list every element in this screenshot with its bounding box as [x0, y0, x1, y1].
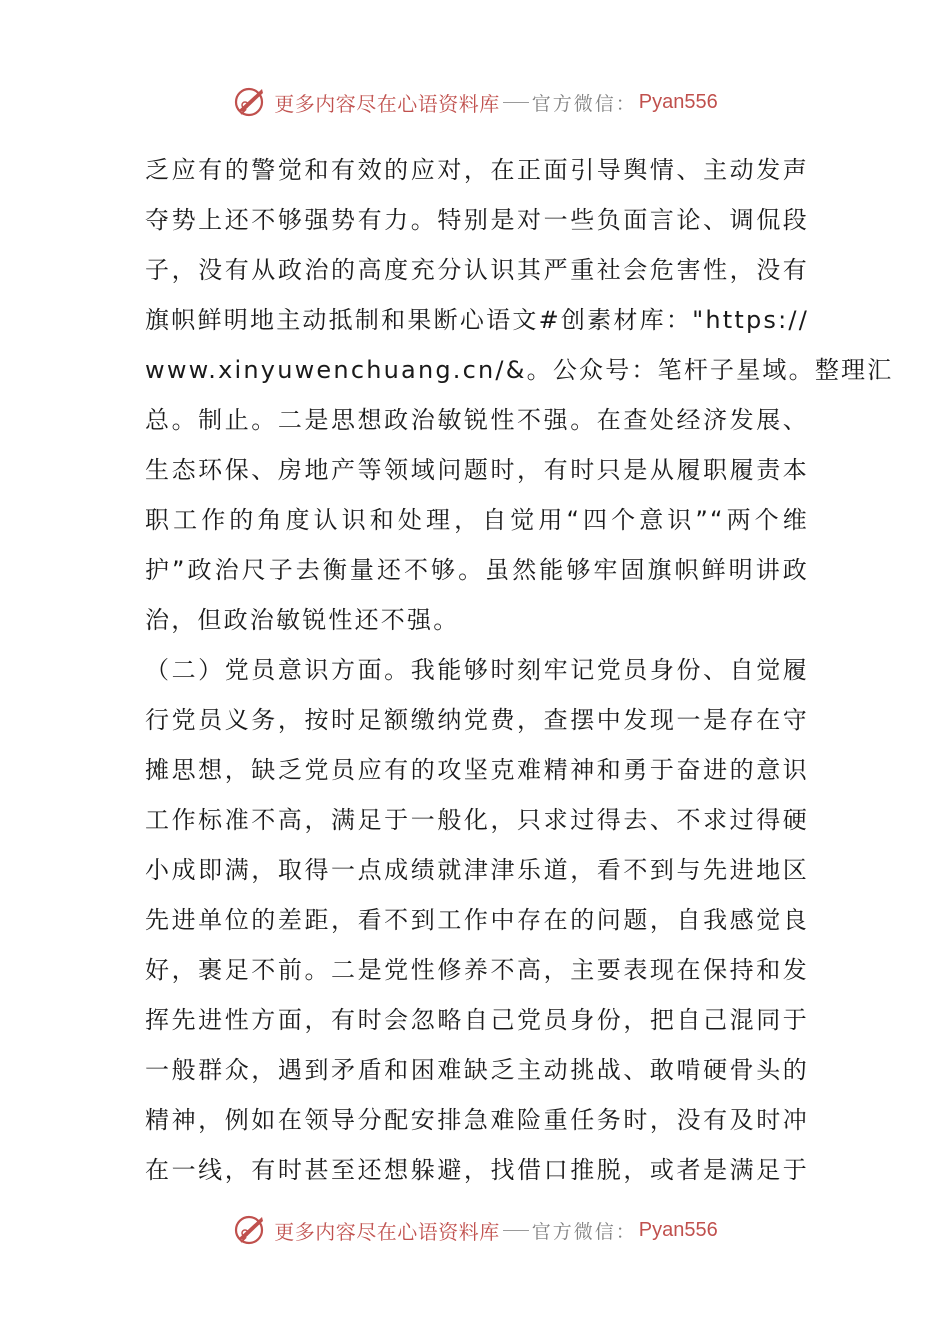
quill-logo-icon [232, 1212, 268, 1248]
text-line: 小成即满，取得一点成绩就津津乐道，看不到与先进地区 [145, 856, 809, 884]
footer-banner [0, 1210, 950, 1250]
text-line: 夺势上还不够强势有力。特别是对一些负面言论、调侃段 [145, 206, 809, 234]
text-line: 乏应有的警觉和有效的应对，在正面引导舆情、主动发声 [145, 156, 809, 184]
banner-official-label: 官方微信： [531, 92, 637, 115]
text-line: 先进单位的差距，看不到工作中存在的问题，自我感觉良 [145, 906, 809, 934]
text-line: 挥先进性方面，有时会忽略自己党员身份，把自己混同于 [145, 1006, 809, 1034]
text-line: 在一线，有时甚至还想躲避，找借口推脱，或者是满足于 [145, 1156, 809, 1184]
quill-logo-icon [232, 84, 268, 120]
text-line: 职工作的角度认识和处理，自觉用“四个意识”“两个维 [145, 506, 809, 534]
text-line: 子，没有从政治的高度充分认识其严重社会危害性，没有 [145, 256, 809, 284]
text-line: （二）党员意识方面。我能够时刻牢记党员身份、自觉履 [145, 656, 809, 684]
document-body [145, 145, 894, 1195]
text-line: 旗帜鲜明地主动抵制和果断心语文#创素材库："https:// [145, 306, 809, 334]
banner-title: 更多内容尽在心语资料库 [274, 1219, 500, 1244]
banner-wechat-id: Pyan556 [638, 1218, 718, 1241]
banner-dash [503, 102, 529, 103]
text-line: 生态环保、房地产等领域问题时，有时只是从履职履责本 [145, 456, 809, 484]
text-line: 工作标准不高，满足于一般化，只求过得去、不求过得硬 [145, 806, 809, 834]
text-line: 行党员义务，按时足额缴纳党费，查摆中发现一是存在守 [145, 706, 809, 734]
text-line: 治，但政治敏锐性还不强。 [145, 606, 460, 634]
banner-title: 更多内容尽在心语资料库 [274, 91, 500, 116]
banner-wechat-id: Pyan556 [638, 90, 718, 113]
header-banner [0, 82, 950, 122]
text-line: 一般群众，遇到矛盾和困难缺乏主动挑战、敢啃硬骨头的 [145, 1056, 809, 1084]
text-line: 好，裹足不前。二是党性修养不高，主要表现在保持和发 [145, 956, 809, 984]
banner-dash [503, 1230, 529, 1231]
text-line: 精神，例如在领导分配安排急难险重任务时，没有及时冲 [145, 1106, 809, 1134]
text-line: 总。制止。二是思想政治敏锐性不强。在查处经济发展、 [145, 406, 809, 434]
text-line: 摊思想，缺乏党员应有的攻坚克难精神和勇于奋进的意识 [145, 756, 809, 784]
text-line: www.xinyuwenchuang.cn/&。公众号：笔杆子星域。整理汇 [145, 356, 894, 384]
text-line: 护”政治尺子去衡量还不够。虽然能够牢固旗帜鲜明讲政 [145, 556, 809, 584]
banner-official-label: 官方微信： [531, 1220, 637, 1243]
